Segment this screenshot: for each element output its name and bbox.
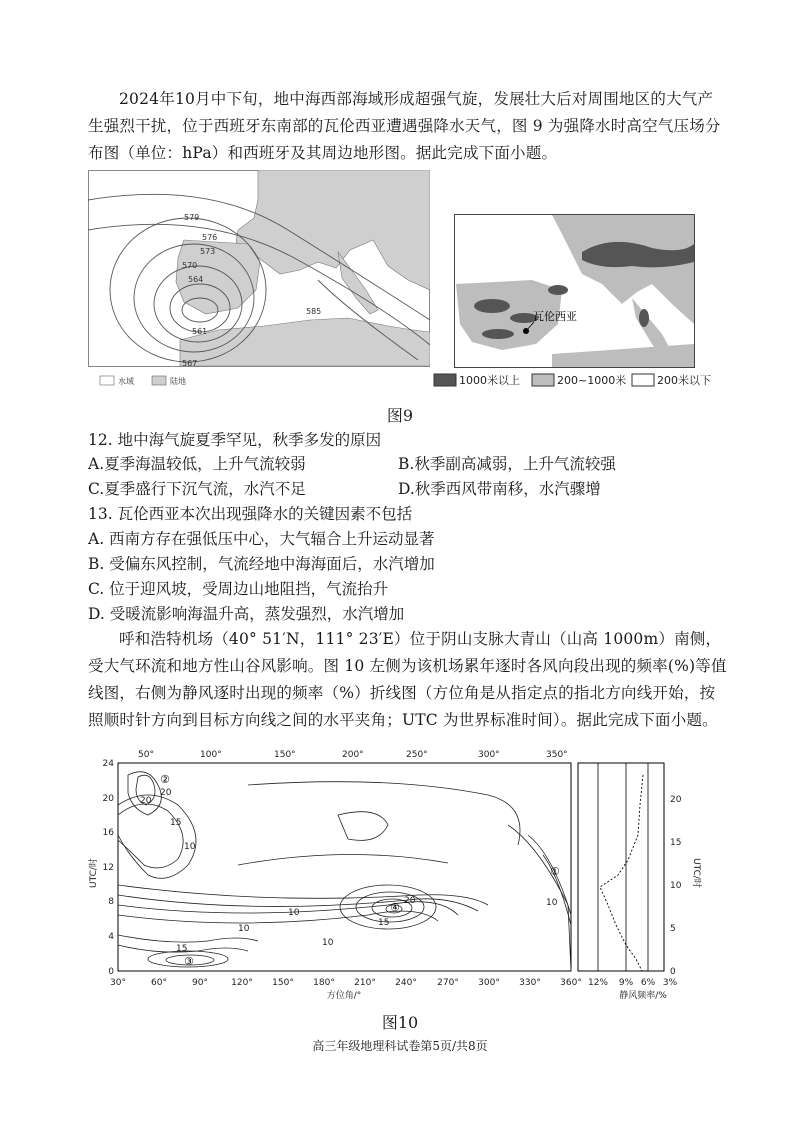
calm-tick: 9%: [618, 978, 634, 988]
top-tick: 150°: [274, 750, 296, 760]
bottom-tick: 360°: [560, 978, 582, 988]
q13-option-d[interactable]: D. 受暖流影响海温升高，蒸发强烈，水汽增加: [88, 605, 405, 623]
marker-1: ①: [550, 865, 560, 878]
q12-option-b[interactable]: B.秋季副高减弱，上升气流较强: [398, 455, 616, 473]
y-tick-right: 0: [670, 967, 676, 977]
bottom-tick: 120°: [231, 978, 253, 988]
x-axis-label: 方位角/°: [326, 991, 362, 1001]
contour-label: 15: [170, 818, 182, 828]
q12-option-a[interactable]: A.夏季海温较低，上升气流较弱: [88, 455, 306, 473]
bottom-tick: 300°: [478, 978, 500, 988]
isobar-label: 570: [182, 261, 198, 270]
y-tick-left: 12: [102, 863, 114, 873]
contour-label: 20: [404, 896, 416, 906]
y-tick-left: 24: [102, 759, 114, 769]
fig9-caption: 图9: [386, 406, 414, 425]
bottom-tick: 90°: [192, 978, 208, 988]
contour-label: 10: [322, 938, 334, 948]
legend-low-swatch: [632, 374, 654, 386]
q13-option-b[interactable]: B. 受偏东风控制，气流经地中海海面后，水汽增加: [88, 555, 435, 573]
isobar-label: 585: [306, 307, 322, 316]
marker-2: ②: [160, 773, 170, 786]
legend-land-label: 陆地: [170, 377, 186, 386]
isobar-label: 579: [184, 213, 200, 222]
legend-water-label: 水域: [118, 377, 134, 386]
contour-label: 15: [378, 918, 390, 928]
q12-option-d[interactable]: D.秋季西风带南移，水汽骤增: [398, 480, 601, 498]
y-tick-left: 4: [108, 932, 114, 942]
legend-high-label: 1000米以上: [459, 374, 520, 387]
y-tick-right: 10: [670, 881, 682, 891]
intro-paragraph-2: 呼和浩特机场（40° 51′N，111° 23′E）位于阴山支脉大青山（山高 1000m）南侧，受大气环流和地方性山谷风影响。图 10 左侧为该机场累年逐时各风向段出现的频率(%)等值线图，右侧为静风逐时出现的频率（%）折线图（方位角是从指定点的指北方向线开始，按照顺时针方向到目标方向线之间的水平夹角；UTC 为世界标准时间）。据此完成下面小题。: [88, 630, 727, 729]
legend-high-swatch: [434, 374, 456, 386]
marker-4: ④: [390, 901, 400, 914]
top-tick: 200°: [342, 750, 364, 760]
isobar-label: 567: [182, 359, 198, 368]
legend-land-swatch: [152, 376, 166, 385]
page-footer: 高三年级地理科试卷第5页/共8页: [312, 1039, 488, 1053]
bottom-tick: 180°: [313, 978, 335, 988]
legend-mid-swatch: [532, 374, 554, 386]
isobar-label: 561: [192, 327, 208, 336]
top-tick: 350°: [546, 750, 568, 760]
isobar-label: 573: [200, 247, 216, 256]
contour-label: 20: [140, 796, 152, 806]
contour-label: 10: [546, 898, 558, 908]
terrain-map: [432, 214, 722, 404]
contour-label: 10: [238, 924, 250, 934]
wind-frequency-chart: [88, 745, 728, 1007]
contour-label: 10: [288, 908, 300, 918]
pressure-map: [88, 170, 430, 395]
legend-low-label: 200米以下: [657, 374, 711, 387]
bottom-tick: 330°: [519, 978, 541, 988]
y-tick-left: 0: [108, 967, 114, 977]
bottom-tick: 240°: [395, 978, 417, 988]
y-tick-left: 8: [108, 897, 114, 907]
legend-water-swatch: [100, 376, 114, 385]
contour-label: 20: [160, 788, 172, 798]
q13-option-a[interactable]: A. 西南方存在强低压中心，大气辐合上升运动显著: [88, 530, 435, 548]
valencia-label: 瓦伦西亚: [533, 310, 577, 323]
top-tick: 250°: [406, 750, 428, 760]
q13-stem: 13. 瓦伦西亚本次出现强降水的关键因素不包括: [88, 505, 413, 523]
y-tick-right: 15: [670, 838, 682, 848]
y-tick-left: 16: [102, 828, 114, 838]
bottom-tick: 210°: [354, 978, 376, 988]
contour-label: 15: [176, 944, 188, 954]
bottom-tick: 30°: [110, 978, 126, 988]
calm-tick: 6%: [640, 978, 656, 988]
q12-option-c[interactable]: C.夏季盛行下沉气流，水汽不足: [88, 480, 306, 498]
y-axis-label-right: UTC/时: [691, 858, 701, 888]
isobar-label: 564: [188, 275, 204, 284]
top-tick: 50°: [138, 750, 154, 760]
y-tick-right: 20: [670, 795, 682, 805]
fig10-caption: 图10: [381, 1013, 419, 1032]
y-axis-label-left: UTC/时: [89, 858, 99, 888]
y-tick-right: 5: [670, 924, 676, 934]
contour-label: 10: [184, 842, 196, 852]
intro-paragraph-1: 2024年10月中下旬，地中海西部海域形成超强气旋，发展壮大后对周围地区的大气产生强烈干扰，位于西班牙东南部的瓦伦西亚遭遇强降水天气，图 9 为强降水时高空气压场分布图（单位：hPa）和西班牙及其周边地形图。据此完成下面小题。: [88, 90, 721, 162]
bottom-tick: 270°: [437, 978, 459, 988]
bottom-tick: 150°: [272, 978, 294, 988]
marker-3: ③: [184, 955, 194, 968]
calm-tick: 3%: [662, 978, 678, 988]
calm-tick: 12%: [587, 978, 609, 988]
legend-mid-label: 200~1000米: [557, 374, 627, 387]
calm-axis-label: 静风频率/%: [619, 991, 667, 1001]
bottom-tick: 60°: [151, 978, 167, 988]
q13-option-c[interactable]: C. 位于迎风坡，受周边山地阻挡，气流抬升: [88, 580, 389, 598]
q12-stem: 12. 地中海气旋夏季罕见，秋季多发的原因: [88, 431, 382, 449]
top-tick: 100°: [200, 750, 222, 760]
y-tick-left: 20: [102, 794, 114, 804]
isobar-label: 576: [202, 233, 218, 242]
top-tick: 300°: [478, 750, 500, 760]
